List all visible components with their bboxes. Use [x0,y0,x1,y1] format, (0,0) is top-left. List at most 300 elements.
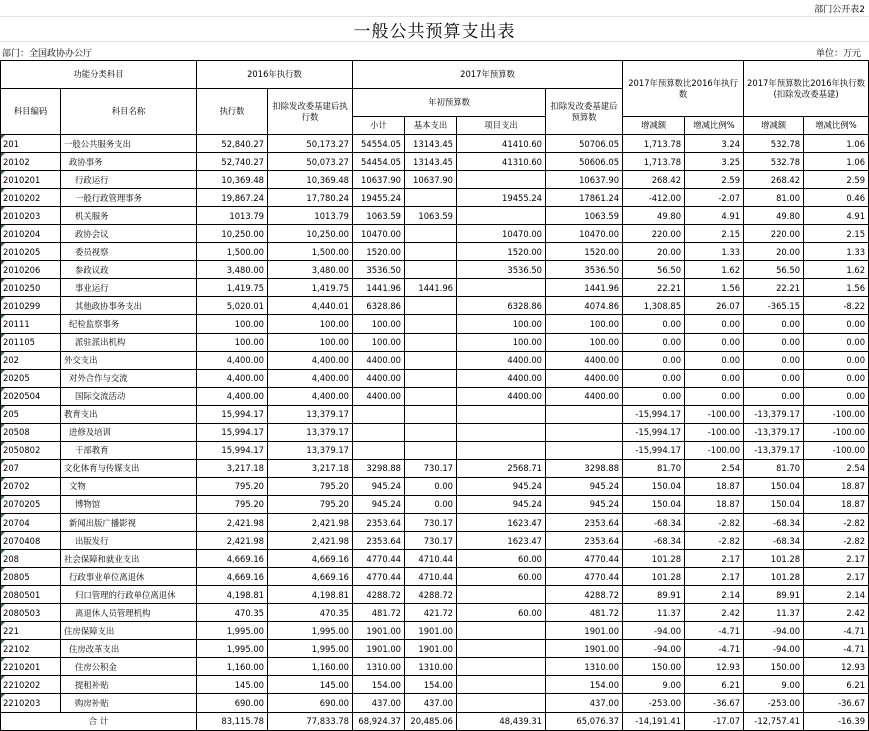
table-row [1,513,869,531]
row-value: 4,669.16 [268,550,353,568]
row-value: 2.17 [685,550,744,568]
row-code: 2070205 [1,495,61,513]
row-value: 795.20 [268,477,353,495]
row-value: -36.67 [685,694,744,712]
row-value: 81.70 [623,459,685,477]
row-value: 1310.00 [405,658,457,676]
table-row [1,622,869,640]
row-code: 2010206 [1,261,61,279]
row-value: 81.00 [744,189,804,207]
table-row [1,604,869,622]
row-value: 470.35 [268,604,353,622]
table-row [1,351,869,369]
row-value: -253.00 [744,694,804,712]
row-value: 2.17 [804,568,869,586]
row-value [405,261,457,279]
row-value: 1.33 [804,243,869,261]
row-value: 3,480.00 [268,261,353,279]
row-value: 4400.00 [546,351,623,369]
table-row [1,550,869,568]
row-value: 60.00 [457,568,546,586]
row-value: 945.24 [546,477,623,495]
row-value: -15,994.17 [623,441,685,459]
row-name: 其他政协事务支出 [61,297,197,315]
row-value: 1,160.00 [197,658,268,676]
row-value: 4400.00 [353,351,405,369]
header-budget-2017: 2017年预算数 [353,61,623,89]
row-name: 出版发行 [61,532,197,550]
table-row [1,423,869,441]
row-value: 12.93 [804,658,869,676]
row-name: 文化体育与传媒支出 [61,459,197,477]
total-value: 77,833.78 [268,712,353,730]
row-name: 一般公共服务支出 [61,135,197,153]
row-value: 481.72 [546,604,623,622]
table-row [1,640,869,658]
page-title: 一般公共预算支出表 [353,22,516,42]
row-value: 19455.24 [353,189,405,207]
row-value: 2.42 [685,604,744,622]
table-row [1,153,869,171]
row-value: 437.00 [546,694,623,712]
row-value: 4,400.00 [197,387,268,405]
row-value: 100.00 [457,333,546,351]
row-value: 945.24 [353,495,405,513]
row-value: 3.24 [685,135,744,153]
row-code: 2010203 [1,207,61,225]
row-value: 4710.44 [405,568,457,586]
row-value: 1901.00 [353,622,405,640]
row-name: 归口管理的行政单位离退休 [61,586,197,604]
row-value: 1,995.00 [197,640,268,658]
row-value: 4,400.00 [268,351,353,369]
row-value: 0.00 [623,387,685,405]
row-value: 10,250.00 [197,225,268,243]
row-code: 2010299 [1,297,61,315]
row-name: 文物 [61,477,197,495]
row-value: 1.06 [804,135,869,153]
row-value: 1520.00 [546,243,623,261]
row-value: 1013.79 [268,207,353,225]
header-annual-budget: 年初预算数 [353,89,546,117]
row-value: 4,400.00 [197,351,268,369]
row-value: -68.34 [744,513,804,531]
row-value: -68.34 [623,532,685,550]
row-value: 2353.64 [353,532,405,550]
row-value: 54454.05 [353,153,405,171]
row-value: 101.28 [744,568,804,586]
row-code: 20704 [1,513,61,531]
row-value: 0.00 [623,369,685,387]
row-value: 220.00 [744,225,804,243]
table-row [1,495,869,513]
row-value: 13,379.17 [268,441,353,459]
row-name: 纪检监察事务 [61,315,197,333]
row-value: 2.15 [685,225,744,243]
row-name: 参政议政 [61,261,197,279]
row-value [457,694,546,712]
row-code: 20508 [1,423,61,441]
header-code: 科目编码 [1,89,61,135]
table-row [1,676,869,694]
row-value: 0.00 [685,333,744,351]
row-value: 1623.47 [457,513,546,531]
table-row [1,315,869,333]
row-code: 2050802 [1,441,61,459]
row-value: 89.91 [744,586,804,604]
row-value: -4.71 [685,640,744,658]
row-value: -2.82 [804,513,869,531]
row-value: 9.00 [623,676,685,694]
row-value: 150.00 [744,658,804,676]
row-value: 2353.64 [546,532,623,550]
row-value: 4.91 [804,207,869,225]
row-name: 教育支出 [61,405,197,423]
row-value: 50706.05 [546,135,623,153]
table-row [1,694,869,712]
header-compare-exec: 2017年预算数比2016年执行数 [623,61,744,117]
row-value: -365.15 [744,297,804,315]
row-value: 49.80 [744,207,804,225]
total-row [1,712,869,730]
total-value: -17.07 [685,712,744,730]
row-value: 470.35 [197,604,268,622]
table-row [1,405,869,423]
row-code: 2070408 [1,532,61,550]
total-label: 合 计 [1,712,197,730]
row-code: 2010204 [1,225,61,243]
row-code: 201 [1,135,61,153]
row-value: 19455.24 [457,189,546,207]
row-value: 100.00 [546,315,623,333]
row-value: 532.78 [744,135,804,153]
row-value: -94.00 [744,622,804,640]
row-value: 730.17 [405,513,457,531]
row-value: 1.56 [804,279,869,297]
row-value: 13143.45 [405,153,457,171]
row-value: 154.00 [353,676,405,694]
table-row [1,658,869,676]
row-value: 4400.00 [457,369,546,387]
row-value: 1,713.78 [623,153,685,171]
row-value: 4770.44 [353,550,405,568]
row-value: -68.34 [623,513,685,531]
row-value: 1,500.00 [268,243,353,261]
row-code: 22102 [1,640,61,658]
table-reference: 部门公开表2 [814,5,865,15]
row-value: 481.72 [353,604,405,622]
row-value: -15,994.17 [623,423,685,441]
row-value [405,351,457,369]
row-value: 10470.00 [457,225,546,243]
row-value: 54554.05 [353,135,405,153]
row-value: -8.22 [804,297,869,315]
row-value: 50,173.27 [268,135,353,153]
row-value: 268.42 [744,171,804,189]
table-row [1,279,869,297]
row-value: 60.00 [457,550,546,568]
row-value: 10,250.00 [268,225,353,243]
row-value: 1901.00 [353,640,405,658]
row-value: -4.71 [685,622,744,640]
row-value: 4,400.00 [268,387,353,405]
row-name: 住房公积金 [61,658,197,676]
row-value: 1063.59 [353,207,405,225]
header-basic: 基本支出 [405,117,457,135]
table-row [1,243,869,261]
row-value: 220.00 [623,225,685,243]
row-value: 0.00 [623,333,685,351]
row-value [457,279,546,297]
row-value: 4,669.16 [197,568,268,586]
row-code: 208 [1,550,61,568]
row-value: 20.00 [744,243,804,261]
row-value: 154.00 [546,676,623,694]
unit-label: 单位：万元 [815,49,861,59]
row-value: 1063.59 [546,207,623,225]
row-value: 3536.50 [353,261,405,279]
row-value: 0.00 [685,387,744,405]
row-value: 2.59 [804,171,869,189]
row-value: 6328.86 [457,297,546,315]
total-value: -16.39 [804,712,869,730]
row-value: 2.42 [804,604,869,622]
row-value: 730.17 [405,532,457,550]
row-value: 0.00 [804,333,869,351]
row-value: 437.00 [405,694,457,712]
row-value: 945.24 [457,495,546,513]
header-exec-adj: 扣除发改委基建后执行数 [268,89,353,135]
row-value: 4400.00 [457,351,546,369]
row-value: 0.00 [405,477,457,495]
header-inc-ratio-adj: 增减比例% [804,117,869,135]
row-value: 100.00 [197,315,268,333]
row-value: 4.91 [685,207,744,225]
row-value: 1013.79 [197,207,268,225]
row-value: 0.00 [623,315,685,333]
total-value: 83,115.78 [197,712,268,730]
row-value: 11.37 [744,604,804,622]
row-value: -13,379.17 [744,405,804,423]
row-name: 博物馆 [61,495,197,513]
row-value: 6.21 [804,676,869,694]
row-value: 1,995.00 [268,622,353,640]
row-value: 2,421.98 [197,532,268,550]
row-name: 住房保障支出 [61,622,197,640]
row-value: 690.00 [197,694,268,712]
row-value: 1310.00 [353,658,405,676]
row-value [457,676,546,694]
row-value: 4770.44 [546,550,623,568]
row-code: 20805 [1,568,61,586]
row-value: 20.00 [623,243,685,261]
row-code: 2020504 [1,387,61,405]
row-value: 1.56 [685,279,744,297]
row-value [405,315,457,333]
row-value: 2.54 [804,459,869,477]
row-value: -4.71 [804,640,869,658]
row-value: 15,994.17 [197,405,268,423]
row-value: 4400.00 [546,369,623,387]
row-value: 4,198.81 [268,586,353,604]
row-value: 100.00 [353,315,405,333]
row-value: -412.00 [623,189,685,207]
table-row [1,459,869,477]
row-value: 2,421.98 [197,513,268,531]
row-name: 一般行政管理事务 [61,189,197,207]
table-row [1,568,869,586]
row-value: 15,994.17 [197,441,268,459]
row-value: 150.04 [623,477,685,495]
row-value: 0.00 [804,351,869,369]
row-value: 1901.00 [546,640,623,658]
row-name: 委员视察 [61,243,197,261]
table-row [1,333,869,351]
row-name: 机关服务 [61,207,197,225]
row-value: 1901.00 [546,622,623,640]
row-value: 795.20 [197,495,268,513]
row-value: 2.59 [685,171,744,189]
row-value [405,369,457,387]
row-value: 1,995.00 [268,640,353,658]
row-value: 945.24 [457,477,546,495]
row-value: 10470.00 [546,225,623,243]
row-value [457,405,546,423]
row-value: 1.06 [804,153,869,171]
row-value: 18.87 [804,477,869,495]
row-code: 20205 [1,369,61,387]
row-value: 100.00 [546,333,623,351]
row-value: 1441.96 [353,279,405,297]
row-code: 20702 [1,477,61,495]
row-value: -15,994.17 [623,405,685,423]
row-code: 207 [1,459,61,477]
table-row [1,297,869,315]
row-value: -36.67 [804,694,869,712]
row-value: 49.80 [623,207,685,225]
row-value [457,171,546,189]
row-value [457,423,546,441]
row-value: 421.72 [405,604,457,622]
row-value: 0.00 [804,387,869,405]
header-budget-adj: 扣除发改委基建后预算数 [546,89,623,135]
row-value [457,207,546,225]
row-value: -2.82 [804,532,869,550]
row-value: 18.87 [804,495,869,513]
row-value: -94.00 [744,640,804,658]
row-name: 进修及培训 [61,423,197,441]
row-value: 4400.00 [353,387,405,405]
row-value: 4400.00 [353,369,405,387]
row-name: 国际交流活动 [61,387,197,405]
header-exec-2016: 2016年执行数 [197,61,353,89]
row-value: 4400.00 [457,387,546,405]
table-row [1,207,869,225]
row-name: 购房补贴 [61,694,197,712]
row-value: 4288.72 [546,586,623,604]
row-value: 10,369.48 [197,171,268,189]
row-code: 202 [1,351,61,369]
row-value: 4,669.16 [268,568,353,586]
row-value [353,423,405,441]
row-value: 3,217.18 [197,459,268,477]
row-value: 4400.00 [546,387,623,405]
table-row [1,586,869,604]
row-value: 100.00 [457,315,546,333]
row-value: 3536.50 [546,261,623,279]
budget-expenditure-table [0,60,869,731]
row-value: 1310.00 [546,658,623,676]
row-value: -253.00 [623,694,685,712]
row-code: 20102 [1,153,61,171]
row-name: 政协事务 [61,153,197,171]
row-value [457,586,546,604]
row-value: 0.00 [623,351,685,369]
row-value: 4770.44 [546,568,623,586]
total-value: -14,191.41 [623,712,685,730]
row-value: 945.24 [546,495,623,513]
row-value: 2.17 [804,550,869,568]
row-value: 41410.60 [457,135,546,153]
row-value: 3298.88 [546,459,623,477]
row-value [457,441,546,459]
row-value: 4,400.00 [268,369,353,387]
row-value: 100.00 [268,333,353,351]
row-value: -100.00 [685,441,744,459]
row-value: -94.00 [623,640,685,658]
row-value: 1,308.85 [623,297,685,315]
row-value: 10470.00 [353,225,405,243]
row-code: 2210203 [1,694,61,712]
row-code: 2210202 [1,676,61,694]
row-value: 1623.47 [457,532,546,550]
row-value: 18.87 [685,477,744,495]
header-func-category: 功能分类科目 [1,61,197,89]
row-value: 154.00 [405,676,457,694]
row-value: 1520.00 [353,243,405,261]
row-value: -68.34 [744,532,804,550]
row-value [457,622,546,640]
header-inc-amount-adj: 增减额 [744,117,804,135]
department-label: 部门：全国政协办公厅 [2,49,93,59]
row-value: 89.91 [623,586,685,604]
row-value: 10637.90 [405,171,457,189]
row-value: 10,369.48 [268,171,353,189]
row-value: 2,421.98 [268,532,353,550]
row-name: 对外合作与交流 [61,369,197,387]
total-value: -12,757.41 [744,712,804,730]
total-value: 48,439.31 [457,712,546,730]
row-value: 60.00 [457,604,546,622]
row-value: 795.20 [197,477,268,495]
row-value: 4288.72 [353,586,405,604]
row-name: 外交支出 [61,351,197,369]
row-value: 12.93 [685,658,744,676]
row-value [405,297,457,315]
row-value: -100.00 [685,405,744,423]
row-value: 13,379.17 [268,423,353,441]
total-value: 68,924.37 [353,712,405,730]
table-row [1,225,869,243]
row-value: 1901.00 [405,622,457,640]
row-value: 1,160.00 [268,658,353,676]
row-value [405,243,457,261]
row-value: 3,480.00 [197,261,268,279]
row-value: 17,780.24 [268,189,353,207]
row-value: -100.00 [804,441,869,459]
row-value: 17861.24 [546,189,623,207]
row-value: 0.46 [804,189,869,207]
